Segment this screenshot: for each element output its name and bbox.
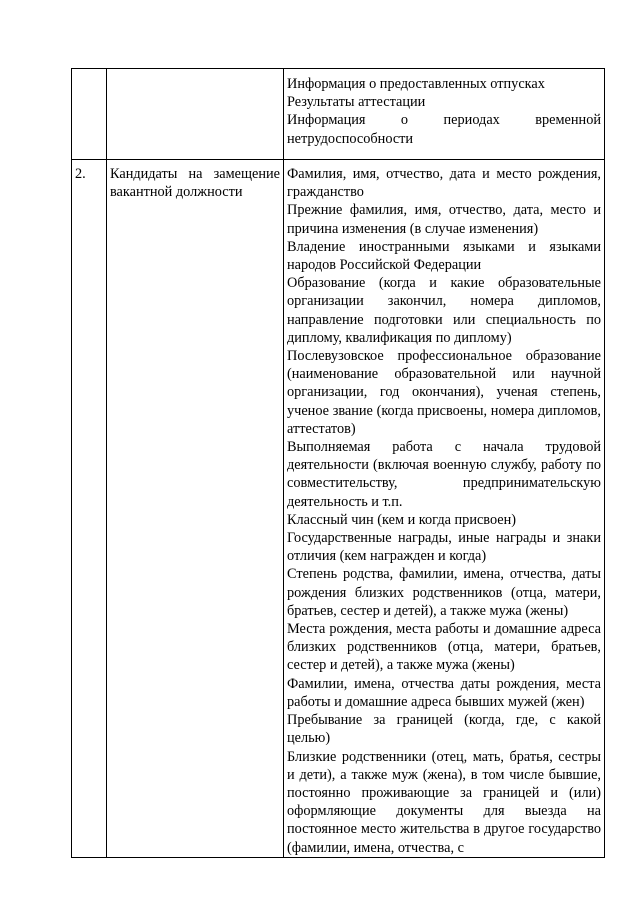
data-items-cell	[284, 69, 605, 160]
data-item: Места рождения, места работы и домашние адреса близких родственников (отца, матери, братьев, сестер и детей), а также мужа (жены)	[287, 621, 601, 674]
row-number-cell: 2.	[72, 160, 107, 858]
table-row	[72, 160, 605, 858]
category-cell	[107, 69, 284, 160]
data-items-cell	[284, 160, 605, 858]
data-item: Информация о предоставленных отпусках	[287, 76, 545, 92]
data-item: Фамилия, имя, отчество, дата и место рождения, гражданство	[287, 166, 601, 201]
row-number-cell	[72, 69, 107, 160]
data-item: Выполняемая работа с начала трудовой деятельности (включая военную службу, работу по совместительству, предпринимательскую деятельность и т.п.	[287, 439, 601, 510]
data-item: Информация о периодах временной нетрудоспособности	[287, 112, 601, 147]
table-row	[72, 69, 605, 160]
data-item: Фамилии, имена, отчества даты рождения, места работы и домашние адреса бывших мужей (жен)	[287, 675, 601, 710]
data-categories-table	[71, 68, 605, 858]
category-cell: Кандидаты на замещение вакантной должности	[107, 160, 284, 858]
data-item: Пребывание за границей (когда, где, с какой целью)	[287, 712, 601, 747]
data-item: Прежние фамилия, имя, отчество, дата, место и причина изменения (в случае изменения)	[287, 202, 601, 237]
data-item: Близкие родственники (отец, мать, братья, сестры и дети), а также муж (жена), в том числе бывшие, постоянно проживающие за границей и (или) оформляющие документы для выезда на постоянное место жительства в другое государство (фамилии, имена, отчества, с	[287, 748, 601, 856]
data-item: Государственные награды, иные награды и знаки отличия (кем награжден и когда)	[287, 530, 601, 565]
data-item: Послевузовское профессиональное образование (наименование образовательной или научной организации, год окончания), ученая степень, ученое звание (когда присвоены, номера дипломов, аттестатов)	[287, 348, 601, 437]
data-item: Образование (когда и какие образовательные организации закончил, номера дипломов, направление подготовки или специальность по диплому, квалификация по диплому)	[287, 275, 601, 346]
data-item: Результаты аттестации	[287, 94, 426, 111]
data-item: Степень родства, фамилии, имена, отчества, даты рождения близких родственников (отца, матери, братьев, сестер и детей), а также мужа (жены)	[287, 566, 601, 619]
data-item: Владение иностранными языками и языками народов Российской Федерации	[287, 238, 601, 274]
data-item: Классный чин (кем и когда присвоен)	[287, 511, 517, 528]
